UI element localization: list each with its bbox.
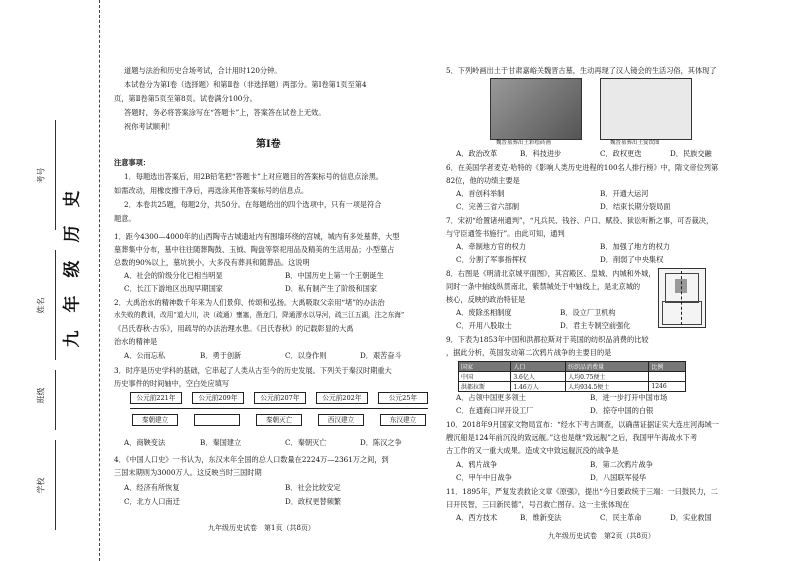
page1-footer: 九年级历史试卷 第1页（共8页） (208, 524, 315, 532)
timeline-event-1: 秦朝建立 (132, 414, 178, 426)
q2-stem-3: 《吕氏春秋·古乐》，用疏导的办法治理水患。《吕氏春秋》的记载彰显的大禹 (114, 324, 354, 333)
table-cell: 洪都拉斯 (459, 382, 511, 392)
q3-option-c[interactable]: C．秦朝灭亡 (285, 438, 327, 447)
q2-stem-2: 水失败的教训，改用“道大川，决（疏通）壅塞，凿龙门，降通漻水以导河，疏三江五湖，注之东海” (114, 311, 405, 319)
q3-option-b[interactable]: B．秦国建立 (200, 438, 242, 447)
q6-option-c[interactable]: C．完善三省六部制 (456, 202, 520, 211)
q8-option-a[interactable]: A．废除丞相制度 (456, 308, 512, 317)
table-cell: 1246 (649, 382, 686, 392)
q1-option-c[interactable]: C．长江下游地区出现早期国家 (124, 284, 223, 293)
intro-line-5: 祝你考试顺利！ (124, 122, 175, 131)
binding-line (99, 0, 100, 561)
q9-option-b[interactable]: B．进一步打开中国市场 (590, 393, 668, 402)
q3-option-a[interactable]: A．商鞅变法 (124, 438, 166, 447)
table-header-row (459, 362, 686, 372)
q11-option-b[interactable]: B．维新变法 (520, 513, 562, 522)
q4-stem-1: 4．《中国人口史》一书认为，东汉末年全国的总人口数量在2224万—2361万之间，到 (114, 455, 389, 464)
name-line[interactable] (55, 250, 56, 360)
q6-stem-2: 82位，他的功绩主要是 (446, 176, 520, 185)
q5-caption-left: 魏晋墓葬出土彩绘砖画 (496, 140, 552, 146)
timeline-event-4: 西汉建立 (318, 414, 364, 426)
q8-stem-2: 同时一条中轴线纵贯南北，紫禁城处于中轴线上，是北京城的 (446, 282, 641, 291)
q2-option-d[interactable]: D．艰苦奋斗 (360, 351, 402, 360)
school-label: 学校 (36, 477, 46, 494)
q4-option-c[interactable]: C．北方人口南迁 (124, 497, 180, 506)
intro-line-1: 道题与法治和历史合场考试，合计用时120分钟。 (124, 66, 282, 75)
q8-stem-1: 8．右图是《明清北京城平面图》，其宫殿区、皇城、内城和外城， (446, 269, 656, 278)
class-label: 班级 (36, 387, 46, 404)
q1-option-b[interactable]: B．中国历史上第一个王朝诞生 (285, 271, 384, 280)
timeline-event-5: 东汉建立 (380, 414, 426, 426)
q3-timeline (130, 392, 430, 424)
timeline-event-3: 秦朝灭亡 (256, 414, 302, 426)
q6-option-d[interactable]: D．结束长期分裂局面 (600, 202, 671, 211)
notice-line-3: 2．本卷共25题，每题2分，共50分。在每题给出的四个选项中，只有一项是符合 (124, 200, 382, 209)
q10-stem-1: 10．2018年9月国家文物局宣布：“经水下考古调查，以确凿证据证实大连庄河海域一 (446, 420, 719, 429)
q9-stem-2: ，据此分析，英国发动第二次鸦片战争的主要目的是 (446, 348, 612, 357)
class-line[interactable] (55, 370, 56, 430)
q10-option-d[interactable]: D．八国联军侵华 (590, 473, 647, 482)
beijing-city-map (658, 268, 706, 328)
q8-option-d[interactable]: D．君主专制空前强化 (560, 321, 631, 330)
q7-option-b[interactable]: B．加强了地方的权力 (600, 242, 670, 251)
q11-option-c[interactable]: C．民主革命 (600, 513, 642, 522)
page2-footer: 九年级历史试卷 第2页（共8页） (548, 532, 655, 540)
q11-option-a[interactable]: A．西方技术 (456, 513, 498, 522)
q5-option-b[interactable]: B．科技进步 (520, 149, 562, 158)
timeline-date-3: 公元前207年 (254, 392, 306, 404)
q1-option-d[interactable]: D．私有制产生了阶级和国家 (285, 284, 378, 293)
name-label: 姓名 (36, 297, 46, 314)
table-cell (649, 372, 686, 382)
q7-stem-1: 7．宋初“给置诸州通判”，“凡兵民、钱谷、户口、赋役、狱讼听断之事，可否裁决， (446, 216, 714, 225)
q4-stem-2: 三国末期则为3000万人。这反映当时三国时期 (114, 468, 262, 477)
q3-stem-2: 历史事件的时间轴中，空白处应填写 (114, 379, 230, 388)
table-row (459, 382, 686, 392)
timeline-date-4: 公元前202年 (316, 392, 368, 404)
q11-option-d[interactable]: D．实业救国 (670, 513, 712, 522)
q9-option-c[interactable]: C．在通商口岸开设工厂 (456, 406, 534, 415)
q5-option-c[interactable]: C．政权更迭 (600, 149, 642, 158)
intro-line-4: 答题时，务必将答案涂写在“答题卡”上，答案答在试卷上无效。 (124, 108, 326, 117)
table-row (459, 372, 686, 382)
q6-stem-1: 6．在美国学者麦克·哈特的《影响人类历史进程的100名人排行榜》中，隋文帝位列第 (446, 163, 719, 172)
table-header-cell: 纺织品消费量 (566, 362, 649, 372)
q1-stem-1: 1．距今4300—4000年的山西陶寺古城遗址内有围墙环绕的宫城，城内有多处墓葬，大型 (114, 232, 400, 241)
q1-stem-3: 总数的90%以上，墓坑狭小，大多没有葬具和随葬品。这说明 (114, 258, 310, 267)
map-outer-city (662, 301, 702, 325)
table-cell: 中国 (459, 372, 511, 382)
q11-stem-1: 11．1895年，严复发表救论文章《原强》，提出“今日要政统于三端：一曰鼓民力，二 (446, 487, 718, 496)
table-header-cell: 人口 (511, 362, 566, 372)
q9-option-a[interactable]: A．占领中国更多领土 (456, 393, 526, 402)
q1-stem-2: 墓葬集中分布，墓中往往随葬陶鼓、玉钺、陶盘等祭祀用品及精美的生活用品；小型墓占 (114, 245, 395, 254)
q7-option-d[interactable]: D．削弱了中央集权 (600, 255, 664, 264)
q2-option-a[interactable]: A．公而忘私 (124, 351, 166, 360)
map-central-axis (681, 271, 682, 325)
table-header-cell: 国家 (459, 362, 511, 372)
q8-option-c[interactable]: C．开用八股取士 (456, 321, 512, 330)
q4-option-d[interactable]: D．政权更替频繁 (285, 497, 342, 506)
table-cell: 人均934.5便士 (566, 382, 649, 392)
q1-option-a[interactable]: A．社会的阶级分化已相当明显 (124, 271, 223, 280)
q6-option-a[interactable]: A．首创科举制 (456, 189, 505, 198)
q5-stem: 5．下列岭画出土于甘肃嘉峪关魏晋古墓，生动再现了汉人镜会的生活习俗，其体现了 (446, 66, 717, 75)
q8-option-b[interactable]: B．设立厂卫机构 (560, 308, 616, 317)
table-cell: 1.46万人 (511, 382, 566, 392)
notice-line-2: 如需改动，用橡皮擦干净后，再选涂其他答案标号的信息点。 (114, 186, 309, 195)
q9-stem-1: 9．下表为1853年中国和洪都拉斯对于英国的纺织品消费的比较 (446, 335, 649, 344)
q10-stem-2: 艘沉船是124年前沉没的致远舰。”这也是继“致远舰”之后，我国甲午海战水下考 (446, 433, 698, 442)
intro-line-2: 本试卷分为第Ⅰ卷（选择题）和第Ⅱ卷（非选择题）两部分。第Ⅰ卷第1页至第4 (124, 80, 367, 89)
notice-line-1: 1．每题选出答案后，用2B铅笔把“答题卡”上对应题目的答案标号的信息点涂黑。 (124, 172, 383, 181)
q10-stem-3: 古工作的又一重大成果。造成文中致远舰沉没的战争是 (446, 446, 619, 455)
q10-option-b[interactable]: B．第二次鸦片战争 (590, 460, 653, 469)
timeline-date-1: 公元前221年 (130, 392, 182, 404)
q4-option-a[interactable]: A．经济有所恢复 (124, 483, 180, 492)
banquet-painting-image (600, 78, 692, 140)
q2-option-c[interactable]: C．以身作则 (285, 351, 327, 360)
timeline-event-blank[interactable] (194, 414, 240, 426)
student-id-line[interactable] (55, 120, 56, 230)
q3-stem-1: 3．时序是历史学科的基础，它串起了人类从古至今的历史发展。下列关于秦汉时期重大 (114, 366, 392, 375)
q10-option-c[interactable]: C．甲午中日战争 (456, 473, 512, 482)
table-cell: 人均0.75便士 (566, 372, 649, 382)
table-cell: 3.6亿人 (511, 372, 566, 382)
student-id-label: 考号 (36, 167, 46, 184)
notice-line-4: 题意。 (114, 214, 136, 223)
q5-option-d[interactable]: D．民族交融 (670, 149, 712, 158)
consumption-table (458, 361, 686, 392)
q2-stem-4: 治水的精神是 (114, 337, 158, 346)
q5-option-a[interactable]: A．政治改革 (456, 149, 498, 158)
q10-option-a[interactable]: A．鸦片战争 (456, 460, 498, 469)
q6-option-b[interactable]: B．开通大运河 (600, 189, 649, 198)
timeline-axis (130, 408, 428, 409)
q2-stem-1: 2．大禹治水的精神数千年来为人们景仰、传颂和弘扬。大禹吸取父亲用“堵”的办法治 (114, 298, 385, 307)
tomb-brick-painting-image (490, 78, 582, 140)
timeline-date-5: 公元25年 (378, 392, 428, 404)
q7-option-a[interactable]: A．牵制地方官的权力 (456, 242, 526, 251)
school-line[interactable] (55, 440, 56, 530)
q7-option-c[interactable]: C．分割了军事指挥权 (456, 255, 527, 264)
section-title: 第Ⅰ卷 (256, 139, 281, 150)
q11-stem-2: 曰开民智，三曰新民德”，号召救亡图存。这一主张体现在 (446, 500, 630, 509)
intro-line-3: 页，第Ⅱ卷第5页至第8页。试卷满分100分。 (114, 94, 257, 103)
q2-option-b[interactable]: B．勇于创新 (200, 351, 242, 360)
q5-caption-right: 魏晋墓葬出土宴饮图 (610, 140, 660, 146)
grade-subject-title: 九年级历史 (62, 172, 83, 348)
table-header-cell: 比例 (649, 362, 686, 372)
timeline-date-2: 公元前209年 (192, 392, 244, 404)
q7-stem-2: 与守臣通签书施行”。由此可知，通判 (446, 229, 565, 238)
q9-option-d[interactable]: D．掠夺中国的白银 (590, 406, 654, 415)
notice-title: 注意事项： (114, 158, 150, 167)
q3-option-d[interactable]: D．陈汉之争 (360, 438, 402, 447)
q8-stem-3: 核心，反映的政治特征是 (446, 295, 526, 304)
q4-option-b[interactable]: B．社会比较安定 (285, 483, 341, 492)
